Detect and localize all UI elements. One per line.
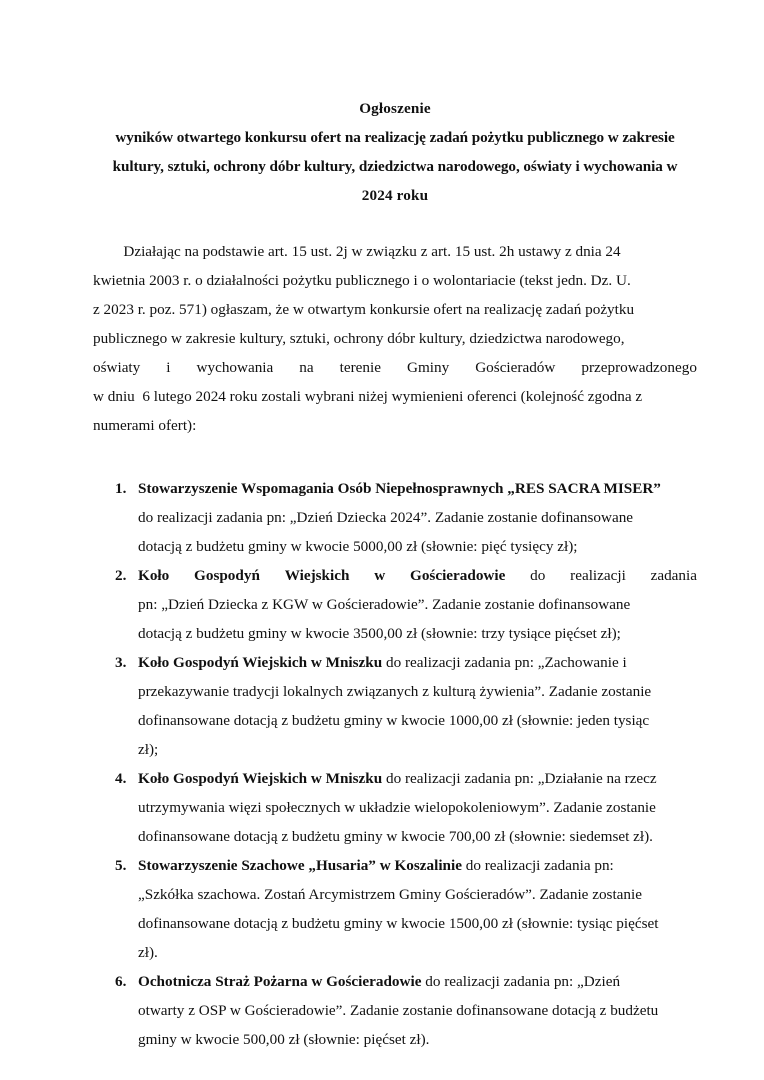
document-subtitle-line-2: kultury, sztuki, ochrony dóbr kultury, dziedzictwa narodowego, oświaty i wychowania w: [112, 158, 678, 175]
list-item-org-word: Gospodyń: [194, 567, 260, 584]
list-item-line-tail: do realizacji zadania pn: „Dzień: [421, 973, 621, 990]
list-item-line: [138, 764, 697, 793]
list-item-line: [138, 474, 697, 503]
list-item-org-word: Koło: [138, 567, 170, 584]
intro-line-7: numerami ofert):: [93, 417, 197, 434]
list-item-line: zł);: [138, 741, 159, 758]
list-item-body: [138, 967, 697, 1054]
intro-line-5: [93, 353, 697, 382]
document-title-block: [93, 0, 697, 210]
intro-line-5-word-5: terenie: [339, 359, 381, 376]
list-item-line: utrzymywania więzi społecznych w układzie wielopokoleniowym”. Zadanie zostanie: [138, 799, 656, 816]
intro-line-5-word-2: i: [166, 359, 171, 376]
results-list: [93, 474, 697, 1054]
list-item-body: [138, 561, 697, 648]
list-item-line: pn: „Dzień Dziecka z KGW w Gościeradowie”. Zadanie zostanie dofinansowane: [138, 596, 631, 613]
list-item-line-word: realizacji: [570, 567, 626, 584]
intro-line-5-word-8: przeprowadzonego: [581, 359, 697, 376]
list-item-org: Stowarzyszenie Szachowe „Husaria” w Koszalinie: [138, 857, 462, 874]
list-item-line-tail: do realizacji zadania pn: „Zachowanie i: [382, 654, 627, 671]
list-item-number: 6.: [115, 973, 127, 990]
list-item-line: do realizacji zadania pn: „Dzień Dziecka 2024”. Zadanie zostanie dofinansowane: [138, 509, 634, 526]
list-item-number: 1.: [115, 480, 127, 497]
list-item-line: dofinansowane dotacją z budżetu gminy w kwocie 1000,00 zł (słownie: jeden tysiąc: [138, 712, 650, 729]
list-item-line: przekazywanie tradycji lokalnych związanych z kulturą żywienia”. Zadanie zostanie: [138, 683, 652, 700]
list-item-number: 2.: [115, 567, 127, 584]
intro-line-5-word-1: oświaty: [93, 359, 141, 376]
list-item-line: „Szkółka szachowa. Zostań Arcymistrzem Gminy Gościeradów”. Zadanie zostanie: [138, 886, 642, 903]
list-item: [93, 561, 697, 648]
document-content: [93, 0, 697, 1070]
list-item-body: [138, 851, 697, 967]
list-item: [93, 967, 697, 1054]
list-item-line: zł).: [138, 944, 158, 961]
list-item-org: Koło Gospodyń Wiejskich w Mniszku: [138, 654, 383, 671]
intro-line-5-word-3: wychowania: [196, 359, 274, 376]
intro-line-4: publicznego w zakresie kultury, sztuki, ochrony dóbr kultury, dziedzictwa narodowego,: [93, 330, 625, 347]
list-item-body: [138, 474, 697, 561]
list-item-line-word: do: [530, 567, 546, 584]
page-title: Ogłoszenie: [359, 100, 431, 117]
list-item-body: [138, 648, 697, 764]
list-item: [93, 474, 697, 561]
list-item-body: [138, 764, 697, 851]
intro-line-2: kwietnia 2003 r. o działalności pożytku publicznego i o wolontariacie (tekst jedn. Dz. U.: [93, 272, 631, 289]
list-item-line-tail: do realizacji zadania pn: „Działanie na rzecz: [382, 770, 657, 787]
list-item-org-word: Gościeradowie: [410, 567, 506, 584]
list-item: [93, 851, 697, 967]
intro-line-5-word-6: Gminy: [407, 359, 450, 376]
document-subtitle-line-1: wyników otwartego konkursu ofert na realizację zadań pożytku publicznego w zakresie: [115, 129, 675, 146]
intro-line-5-word-7: Gościeradów: [475, 359, 556, 376]
list-item-org-word: Wiejskich: [284, 567, 350, 584]
list-item-line: gminy w kwocie 500,00 zł (słownie: pięćset zł).: [138, 1031, 430, 1048]
intro-line-3: z 2023 r. poz. 571) ogłaszam, że w otwartym konkursie ofert na realizację zadań pożytku: [93, 301, 635, 318]
list-item-number: 3.: [115, 654, 127, 671]
list-item-number: 4.: [115, 770, 127, 787]
list-item-line: [138, 648, 697, 677]
list-item-line: dotacją z budżetu gminy w kwocie 5000,00 zł (słownie: pięć tysięcy zł);: [138, 538, 578, 555]
list-item-line: dofinansowane dotacją z budżetu gminy w kwocie 700,00 zł (słownie: siedemset zł).: [138, 828, 653, 845]
intro-line-6: w dniu 6 lutego 2024 roku zostali wybrani niżej wymienieni oferenci (kolejność zgodna z: [93, 388, 643, 405]
list-item-number: 5.: [115, 857, 127, 874]
list-item: [93, 764, 697, 851]
list-item-line: [138, 561, 697, 590]
list-item-line: otwarty z OSP w Gościeradowie”. Zadanie zostanie dofinansowane dotacją z budżetu: [138, 1002, 659, 1019]
list-item-line-tail: do realizacji zadania pn:: [461, 857, 614, 874]
document-subtitle-line-3: 2024 roku: [361, 187, 429, 204]
intro-line-5-word-4: na: [299, 359, 314, 376]
intro-paragraph: [93, 237, 697, 440]
list-item: [93, 648, 697, 764]
list-item-line: [138, 851, 697, 880]
list-item-line: dotacją z budżetu gminy w kwocie 3500,00 zł (słownie: trzy tysiące pięćset zł);: [138, 625, 621, 642]
list-item-line: dofinansowane dotacją z budżetu gminy w kwocie 1500,00 zł (słownie: tysiąc pięćset: [138, 915, 659, 932]
list-item-line: [138, 967, 697, 996]
list-item-org-word: w: [374, 567, 386, 584]
intro-line-1: Działając na podstawie art. 15 ust. 2j w związku z art. 15 ust. 2h ustawy z dnia 24: [93, 243, 621, 260]
list-item-org: Ochotnicza Straż Pożarna w Gościeradowie: [138, 973, 422, 990]
list-item-org: Stowarzyszenie Wspomagania Osób Niepełnosprawnych „RES SACRA MISER”: [138, 480, 661, 497]
list-item-org: Koło Gospodyń Wiejskich w Mniszku: [138, 770, 383, 787]
list-item-line-word: zadania: [650, 567, 697, 584]
